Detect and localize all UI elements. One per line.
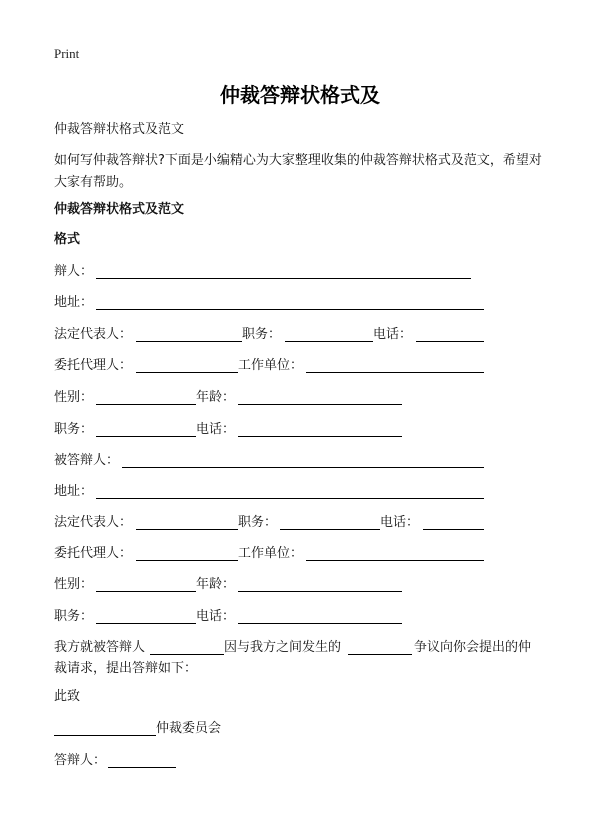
agent-label-2: 委托代理人： (54, 546, 133, 561)
dispute-blank[interactable] (348, 654, 412, 655)
position-label-2: 职务： (54, 422, 94, 437)
position-blank[interactable] (285, 341, 373, 342)
position-label: 职务： (242, 327, 282, 342)
closing: 此致 (54, 689, 81, 704)
age-label-2: 年龄： (196, 577, 236, 592)
age-label: 年龄： (196, 390, 236, 405)
print-link[interactable]: Print (54, 46, 80, 61)
age-blank[interactable] (238, 404, 402, 405)
statement-part2: 因与我方之间发生的 (224, 640, 342, 655)
subtitle: 仲裁答辩状格式及范文 (54, 122, 185, 137)
committee-label: 仲裁委员会 (156, 721, 222, 736)
defendant-label: 辩人： (54, 264, 94, 279)
phone-label-3: 电话： (380, 515, 420, 530)
gender-blank[interactable] (96, 404, 196, 405)
signature-label: 答辩人： (54, 753, 107, 768)
phone-blank-3[interactable] (423, 529, 484, 530)
phone-label-2: 电话： (196, 422, 236, 437)
statement-part3-continued: 裁请求，提出答辩如下： (54, 661, 198, 676)
address-blank[interactable] (96, 309, 484, 310)
work-unit-blank[interactable] (306, 372, 484, 373)
age-blank-2[interactable] (238, 591, 402, 592)
defendant-blank[interactable] (96, 278, 471, 279)
address-label: 地址： (54, 295, 94, 310)
phone-blank[interactable] (416, 341, 484, 342)
address-label-2: 地址： (54, 484, 94, 499)
gender-label: 性别： (54, 390, 94, 405)
intro-paragraph: 如何写仲裁答辩状?下面是小编精心为大家整理收集的仲裁答辩状格式及范文，希望对大家有帮助。 (54, 153, 542, 190)
section-heading: 仲裁答辩状格式及范文 (54, 202, 185, 217)
phone-blank-4[interactable] (238, 623, 402, 624)
phone-blank-2[interactable] (238, 436, 402, 437)
statement-part1: 我方就被答辩人 (54, 640, 146, 655)
position-label-4: 职务： (54, 609, 94, 624)
statement-part3: 争议向你会提出的仲 (414, 640, 532, 655)
legal-rep-label-2: 法定代表人： (54, 515, 133, 530)
legal-rep-blank-2[interactable] (136, 529, 238, 530)
address-blank-2[interactable] (96, 498, 484, 499)
respondent-name-blank[interactable] (150, 654, 224, 655)
position-blank-2[interactable] (96, 436, 196, 437)
respondent-label: 被答辩人： (54, 453, 120, 468)
document-title: 仲裁答辩状格式及 (220, 83, 380, 107)
position-blank-3[interactable] (280, 529, 380, 530)
phone-label: 电话： (373, 327, 413, 342)
agent-label: 委托代理人： (54, 358, 133, 373)
respondent-blank[interactable] (122, 467, 484, 468)
signature-blank[interactable] (108, 767, 176, 768)
work-unit-blank-2[interactable] (306, 560, 484, 561)
legal-rep-label: 法定代表人： (54, 327, 133, 342)
agent-blank-2[interactable] (136, 560, 238, 561)
position-label-3: 职务： (238, 515, 278, 530)
work-unit-label-2: 工作单位： (238, 546, 304, 561)
legal-rep-blank[interactable] (136, 341, 242, 342)
work-unit-label: 工作单位： (238, 358, 304, 373)
gender-label-2: 性别： (54, 577, 94, 592)
phone-label-4: 电话： (196, 609, 236, 624)
committee-blank[interactable] (54, 735, 156, 736)
gender-blank-2[interactable] (96, 591, 196, 592)
format-heading: 格式 (54, 232, 81, 247)
agent-blank[interactable] (136, 372, 238, 373)
position-blank-4[interactable] (96, 623, 196, 624)
